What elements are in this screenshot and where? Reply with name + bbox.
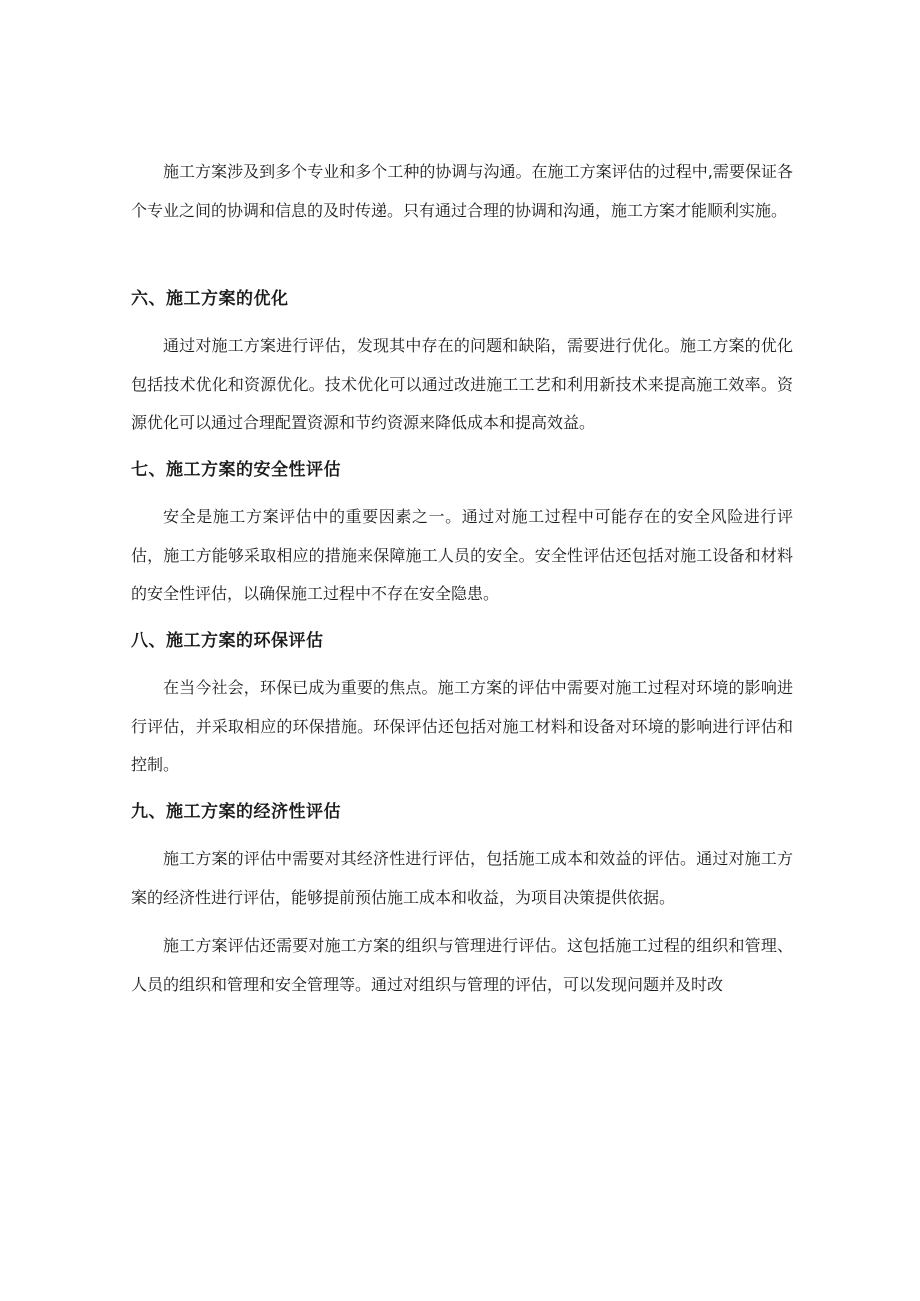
section-8-body — [131, 669, 793, 785]
heading-safety: 七、施工方案的安全性评估 — [131, 460, 341, 480]
section-6-heading-wrap — [131, 287, 793, 311]
section-6-body — [131, 327, 793, 443]
paragraph-coordination: 施工方案涉及到多个专业和多个工种的协调与沟通。在施工方案评估的过程中,需要保证各个专业之间的协调和信息的及时传递。只有通过合理的协调和沟通，施工方案才能顺利实施。 — [131, 162, 793, 220]
section-7-body — [131, 498, 793, 614]
paragraph-safety: 安全是施工方案评估中的重要因素之一。通过对施工过程中可能存在的安全风险进行评估，施工方能够采取相应的措施来保障施工人员的安全。安全性评估还包括对施工设备和材料的安全性评估，以确保施工过程中不存在安全隐患。 — [131, 507, 793, 603]
heading-optimization: 六、施工方案的优化 — [131, 289, 289, 309]
section-8-heading-wrap — [131, 629, 793, 653]
paragraph-environmental: 在当今社会，环保已成为重要的焦点。施工方案的评估中需要对施工过程对环境的影响进行评估，并采取相应的环保措施。环保评估还包括对施工材料和设备对环境的影响进行评估和控制。 — [131, 678, 793, 774]
section-9-body — [131, 840, 793, 917]
heading-economic: 九、施工方案的经济性评估 — [131, 802, 341, 822]
paragraph-economic: 施工方案的评估中需要对其经济性进行评估，包括施工成本和效益的评估。通过对施工方案的经济性进行评估，能够提前预估施工成本和收益，为项目决策提供依据。 — [131, 849, 793, 907]
section-5-body — [131, 153, 793, 230]
section-10-body — [131, 927, 793, 1004]
section-7-heading-wrap — [131, 458, 793, 482]
paragraph-optimization: 通过对施工方案进行评估，发现其中存在的问题和缺陷，需要进行优化。施工方案的优化包括技术优化和资源优化。技术优化可以通过改进施工工艺和利用新技术来提高施工效率。资源优化可以通过合理配置资源和节约资源来降低成本和提高效益。 — [131, 336, 793, 432]
section-9-heading-wrap — [131, 800, 793, 824]
heading-environmental: 八、施工方案的环保评估 — [131, 631, 324, 651]
paragraph-management: 施工方案评估还需要对施工方案的组织与管理进行评估。这包括施工过程的组织和管理、人员的组织和管理和安全管理等。通过对组织与管理的评估，可以发现问题并及时改 — [131, 936, 793, 994]
